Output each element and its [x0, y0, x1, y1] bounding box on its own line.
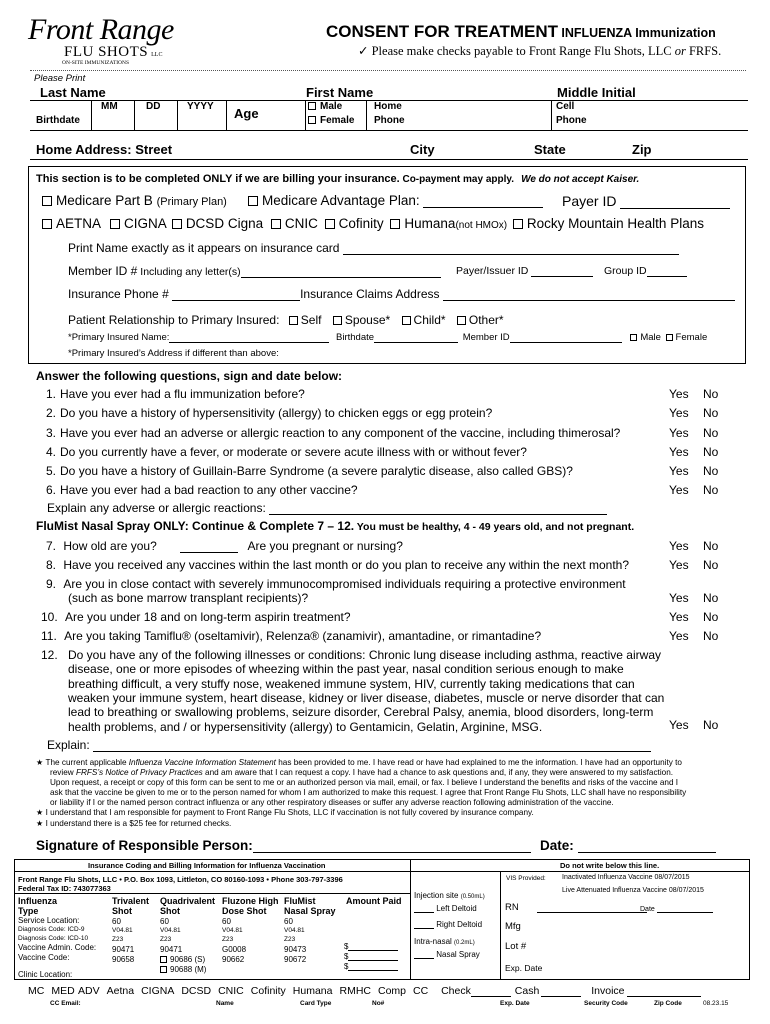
nasal-spray-option[interactable]: Nasal Spray [414, 950, 480, 959]
medicare-b-checkbox[interactable] [42, 196, 52, 206]
payable-note: ✓ Please make checks payable to Front Range Flu Shots, LLC or FRFS. [358, 44, 722, 58]
rmhp-option[interactable]: Rocky Mountain Health Plans [513, 216, 704, 231]
no-option[interactable]: No [703, 387, 719, 401]
primary-female-checkbox[interactable] [666, 334, 673, 341]
yes-option[interactable]: Yes [669, 718, 689, 732]
self-checkbox[interactable] [289, 316, 298, 325]
right-deltoid-option[interactable]: Right Deltoid [414, 920, 482, 929]
rmhp-checkbox[interactable] [513, 219, 523, 229]
yes-option[interactable]: Yes [669, 464, 689, 478]
question-9: 9. Are you in close contact with severely immunocompromised individuals requiring a protective environment [46, 577, 626, 591]
yes-option[interactable]: Yes [669, 387, 689, 401]
primary-address-label[interactable]: *Primary Insured’s Address if different than above: [68, 348, 279, 359]
star-icon: ★ [36, 818, 44, 828]
consent-text: ★ The current applicable Influenza Vaccine Information Statement has been provided to me. I have read or have had explained to me the information. I have had an opportunity to review FRFS’s Notice of Privacy Practices and am aware that I can request a copy. I have had a chance to ask questions and, if any, they were answered to my satisfaction. Upon request, a receipt or copy of this form can be sent to me or an authorized person via mail, email, or fax. I believe I understand the benefits and risks of the vaccine and I ask that the vaccine be given to me or to the person named for whom I am authorized to make this request. I agree that Front Range Flu Shots, LLC shall have no responsibility or liability if I or the named person contract influenza or any other respiratory diseases or suffer any adverse reaction following administration of the vaccine. ★ I understand that I am responsible for payment to Front Range Flu Shots, LLC if vaccination is not fully covered by insurance company. ★ I understand there is a $25 fee for returned checks. [36, 758, 687, 828]
humana-option[interactable]: Humana(not HMOx) [390, 216, 507, 231]
question-1: 1. Have you ever had a flu immunization before? [46, 387, 305, 401]
payment-method-item[interactable]: Humana [292, 985, 333, 997]
cigna-option[interactable]: CIGNA [110, 216, 166, 231]
explain-field[interactable]: Explain: [47, 738, 651, 752]
payer-id-field[interactable]: Payer ID [562, 193, 730, 209]
question-12-line: breathing difficult, a very stuffy nose, weakened immune system, HIV, currently taking medications that can [68, 676, 635, 691]
col-quad: Quadrivalent [160, 896, 216, 906]
check-field[interactable]: Check [441, 985, 511, 997]
col-flumist-2: Nasal Spray [284, 906, 336, 916]
middle-initial-label[interactable]: Middle Initial [557, 85, 636, 100]
row-admin-code: Vaccine Admin. Code: [18, 943, 97, 952]
question-7: 7. How old are you? Are you pregnant or nursing? [46, 539, 403, 553]
no-option[interactable]: No [703, 483, 719, 497]
quad-code-checkbox[interactable] [160, 956, 167, 963]
age-label[interactable]: Age [234, 106, 259, 121]
row-clinic-location: Clinic Location: [18, 970, 73, 979]
amount-line-1[interactable]: $ [344, 942, 398, 951]
yes-option[interactable]: Yes [669, 483, 689, 497]
primary-insured-row [68, 332, 707, 343]
birthdate-label[interactable]: Birthdate [36, 115, 80, 126]
rn-field[interactable]: RN [505, 902, 647, 913]
payment-method-item[interactable]: MED ADV [51, 985, 100, 997]
billing-code-tri: 90471 [112, 945, 135, 954]
billing-code-flumist: 90473 [284, 945, 307, 954]
yes-option[interactable]: Yes [669, 610, 689, 624]
billing-code-fluzone: V04.81 [222, 927, 243, 934]
signature-field[interactable]: Signature of Responsible Person: [36, 838, 531, 853]
question-4: 4. Do you currently have a fever, or moderate or severe acute illness with or without fever? [46, 445, 527, 459]
billing-code-tri: V04.81 [112, 927, 133, 934]
zip-code-label[interactable]: Zip Code [654, 1000, 682, 1007]
row-dx9: Diagnosis Code: ICD-9 [18, 926, 85, 933]
yes-option[interactable]: Yes [669, 591, 689, 605]
row-dx10: Diagnosis Code: ICD-10 [18, 935, 89, 942]
other-checkbox[interactable] [457, 316, 466, 325]
payment-method-item[interactable]: CIGNA [141, 985, 175, 997]
question-8: 8. Have you received any vaccines within the last month or do you plan to receive any within the next month? [46, 558, 630, 572]
billing-code-quad: Z23 [160, 936, 172, 943]
yes-option[interactable]: Yes [669, 406, 689, 420]
primary-birthdate-field[interactable]: Birthdate [336, 332, 458, 343]
home-label: Home [374, 101, 402, 112]
billing-code-quad: 90686 (S) [160, 955, 205, 964]
billing-code-quad: V04.81 [160, 927, 181, 934]
header-divider [30, 70, 746, 71]
cnic-checkbox[interactable] [271, 219, 281, 229]
mfg-field[interactable]: Mfg [505, 921, 521, 932]
company-info: Front Range Flu Shots, LLC • P.O. Box 1093, Littleton, CO 80160-1093 • Phone 303-797-3396 [18, 875, 343, 884]
payment-method-item[interactable]: CNIC [218, 985, 244, 997]
no-option[interactable]: No [703, 539, 719, 553]
title-main: CONSENT FOR TREATMENT [326, 22, 559, 41]
logo-llc: LLC [151, 52, 163, 58]
row-vaccine-code: Vaccine Code: [18, 953, 70, 962]
billing-code-tri: 60 [112, 917, 121, 926]
primary-male-checkbox[interactable] [630, 334, 637, 341]
no-option[interactable]: No [703, 591, 719, 605]
please-print: Please Print [34, 73, 86, 84]
star-icon: ★ [36, 758, 44, 767]
mm-label: MM [101, 101, 118, 112]
cell-phone-label[interactable]: Phone [556, 115, 587, 126]
humana-checkbox[interactable] [390, 219, 400, 229]
exp-date-field[interactable]: Exp. Date [505, 963, 543, 973]
medicare-adv-checkbox[interactable] [248, 196, 258, 206]
medicare-adv-option[interactable]: Medicare Advantage Plan: [248, 193, 543, 208]
lot-field[interactable]: Lot # [505, 941, 527, 952]
first-name-label[interactable]: First Name [306, 85, 374, 100]
billing-code-tri: 90658 [112, 955, 135, 964]
vis-inactivated: Inactivated Influenza Vaccine 08/07/2015 [562, 874, 690, 881]
billing-heading: Insurance Coding and Billing Information for Influenza Vaccination [88, 861, 326, 870]
no-option[interactable]: No [703, 464, 719, 478]
male-option[interactable]: Male [308, 101, 342, 112]
form-version: 08.23.15 [703, 1000, 729, 1007]
amount-line-3[interactable]: $ [344, 962, 398, 971]
amount-line-2[interactable]: $ [344, 952, 398, 961]
medicare-b-option[interactable]: Medicare Part B (Primary Plan) [42, 193, 227, 208]
rn-date-field[interactable]: Date [640, 904, 713, 913]
zip-label[interactable]: Zip [632, 142, 652, 157]
insurance-intro: This section is to be completed ONLY if we are billing your insurance. Co-payment may apply. We do not accept Kaiser. [36, 173, 640, 185]
question-9-cont: (such as bone marrow transplant recipients)? [68, 591, 309, 605]
security-code-label[interactable]: Security Code [584, 1000, 628, 1007]
title-sub: INFLUENZA Immunization [561, 26, 716, 40]
col-fluzone-2: Dose Shot [222, 906, 267, 916]
col-trivalent-2: Shot [112, 906, 132, 916]
payment-methods [28, 985, 435, 997]
cash-field[interactable]: Cash [515, 985, 582, 997]
billing-code-flumist: Z23 [284, 936, 296, 943]
col-amount: Amount Paid [346, 896, 402, 906]
col-trivalent: Trivalent [112, 896, 150, 906]
no-option[interactable]: No [703, 406, 719, 420]
billing-code-quad: 90471 [160, 945, 183, 954]
question-5: 5. Do you have a history of Guillain-Barre Syndrome (a severe paralytic disease, also called GBS)? [46, 464, 573, 478]
payment-method-item[interactable]: Aetna [106, 985, 135, 997]
no-label[interactable]: No# [372, 1000, 385, 1007]
question-11: 11. Are you taking Tamiflu® (oseltamivir), Relenza® (zanamivir), amantadine, or rimantadine? [41, 629, 542, 643]
self-option[interactable]: Self [289, 313, 322, 327]
other-option[interactable]: Other* [457, 313, 504, 327]
col-flumist: FluMist [284, 896, 316, 906]
state-label[interactable]: State [534, 142, 566, 157]
col-influenza: Influenza [18, 896, 58, 906]
no-option[interactable]: No [703, 558, 719, 572]
billing-code-fluzone: G0008 [222, 945, 247, 954]
no-option[interactable]: No [703, 426, 719, 440]
primary-name-field[interactable]: *Primary Insured Name: [68, 332, 329, 343]
intra-nasal-label: Intra-nasal (0.2mL) [414, 937, 475, 946]
cofinity-option[interactable]: Cofinity [325, 216, 384, 231]
star-icon: ★ [36, 808, 44, 818]
print-name-field[interactable]: Print Name exactly as it appears on insurance card [68, 241, 679, 255]
payment-method-item[interactable]: Cofinity [250, 985, 286, 997]
flumist-heading: FluMist Nasal Spray ONLY: Continue & Complete 7 – 12. You must be healthy, 4 - 49 years old, and not pregnant. [36, 519, 635, 533]
member-id-field[interactable]: Member ID # Including any letter(s) [68, 264, 441, 278]
logo-tagline: ON-SITE IMMUNIZATIONS [62, 60, 130, 66]
male-checkbox[interactable] [308, 102, 316, 110]
injection-site-label: Injection site (0.50mL) [414, 891, 485, 900]
card-type-label[interactable]: Card Type [300, 1000, 332, 1007]
question-12-line: disease, one or more episodes of wheezing within the past year, nasal condition serious enough to make [68, 662, 624, 677]
street-label[interactable]: Home Address: Street [36, 142, 173, 157]
dcsd-option[interactable]: DCSD Cigna [172, 216, 263, 231]
cc-email-label[interactable]: CC Email: [50, 1000, 81, 1007]
child-checkbox[interactable] [402, 316, 411, 325]
billing-code-flumist: V04.81 [284, 927, 305, 934]
billing-code-tri: Z23 [112, 936, 124, 943]
payer-issuer-field[interactable]: Payer/Issuer ID [456, 265, 593, 277]
no-option[interactable]: No [703, 629, 719, 643]
yes-option[interactable]: Yes [669, 629, 689, 643]
no-option[interactable]: No [703, 718, 719, 732]
quad-code-checkbox[interactable] [160, 966, 167, 973]
spouse-checkbox[interactable] [333, 316, 342, 325]
left-deltoid-option[interactable]: Left Deltoid [414, 904, 477, 913]
question-12-num: 12. [41, 648, 58, 662]
billing-code-quad: 60 [160, 917, 169, 926]
date-field[interactable]: Date: [540, 838, 716, 853]
billing-code-fluzone: 60 [222, 917, 231, 926]
payment-row [28, 985, 701, 997]
age-input-line[interactable] [180, 541, 238, 553]
spouse-option[interactable]: Spouse* [333, 313, 390, 327]
no-option[interactable]: No [703, 610, 719, 624]
female-checkbox[interactable] [308, 116, 316, 124]
yyyy-label: YYYY [187, 101, 214, 112]
yes-option[interactable]: Yes [669, 426, 689, 440]
logo-script: Front Range [28, 13, 174, 46]
payment-method-item[interactable]: CC [413, 985, 429, 997]
exp-date-label[interactable]: Exp. Date [500, 1000, 530, 1007]
primary-male-option[interactable]: Male [630, 332, 661, 343]
col-type: Type [18, 906, 39, 916]
plan-options [42, 216, 704, 231]
question-6: 6. Have you ever had a bad reaction to any other vaccine? [46, 483, 358, 497]
city-label[interactable]: City [410, 142, 435, 157]
yes-option[interactable]: Yes [669, 558, 689, 572]
aetna-option[interactable]: AETNA [42, 216, 100, 231]
invoice-field[interactable]: Invoice [591, 985, 700, 997]
logo-flu-shots: FLU SHOTS [64, 44, 149, 60]
payment-method-item[interactable]: Comp [377, 985, 406, 997]
insurance-phone-field[interactable]: Insurance Phone # Insurance Claims Address [68, 287, 735, 301]
tax-id: Federal Tax ID: 743077363 [18, 884, 111, 893]
relationship-row: Patient Relationship to Primary Insured: Self Spouse* Child* Other* [68, 313, 504, 327]
primary-female-option[interactable]: Female [666, 332, 708, 343]
group-id-field[interactable]: Group ID [604, 265, 687, 277]
cnic-option[interactable]: CNIC [271, 216, 318, 231]
do-not-write: Do not write below this line. [560, 861, 660, 870]
billing-code-quad: 90688 (M) [160, 965, 206, 974]
payment-method-item[interactable]: RMHC [339, 985, 371, 997]
billing-code-flumist: 60 [284, 917, 293, 926]
dd-label: DD [146, 101, 161, 112]
question-10: 10. Are you under 18 and on long-term aspirin treatment? [41, 610, 351, 624]
form-title [326, 22, 716, 42]
female-option[interactable]: Female [308, 115, 354, 126]
yes-option[interactable]: Yes [669, 539, 689, 553]
home-phone-label[interactable]: Phone [374, 115, 405, 126]
last-name-label[interactable]: Last Name [40, 85, 106, 100]
dcsd-checkbox[interactable] [172, 219, 182, 229]
logo [28, 13, 174, 66]
cell-label: Cell [556, 101, 575, 112]
question-3: 3. Have you ever had an adverse or allergic reaction to any component of the vaccine, including thimerosal? [46, 426, 621, 440]
aetna-checkbox[interactable] [42, 219, 52, 229]
payment-method-item[interactable]: DCSD [181, 985, 212, 997]
child-option[interactable]: Child* [402, 313, 446, 327]
payment-method-item[interactable]: MC [28, 985, 45, 997]
question-12-line: weaken your immune system, heart disease, kidney or liver disease, diabetes, muscle or nerve disorder that can [68, 690, 665, 705]
name-label[interactable]: Name [216, 1000, 234, 1007]
col-fluzone: Fluzone High [222, 896, 279, 906]
explain-reactions-field[interactable]: Explain any adverse or allergic reactions: [47, 501, 607, 515]
vis-live: Live Attenuated Influenza Vaccine 08/07/2015 [562, 887, 704, 894]
question-2: 2. Do you have a history of hypersensitivity (allergy) to chicken eggs or egg protein? [46, 406, 493, 420]
billing-code-fluzone: Z23 [222, 936, 234, 943]
cofinity-checkbox[interactable] [325, 219, 335, 229]
question-12-line: Do you have any of the following illnesses or conditions: Chronic lung disease including asthma, reactive airway [68, 648, 661, 662]
yes-option[interactable]: Yes [669, 445, 689, 459]
question-12-line: lead to breathing or swallowing problems, seizure disorder, Cerebral Palsy, anemia, blood disorders, long-term [68, 705, 654, 720]
primary-member-id-field[interactable]: Member ID [463, 332, 622, 343]
billing-code-fluzone: 90662 [222, 955, 245, 964]
row-service-location: Service Location: [18, 916, 80, 925]
billing-code-flumist: 90672 [284, 955, 307, 964]
no-option[interactable]: No [703, 445, 719, 459]
questions-heading: Answer the following questions, sign and date below: [36, 369, 343, 383]
col-quad-2: Shot [160, 906, 180, 916]
question-12-line: health problems, and / or hypersensitivity (allergy) to Gentamicin, Gelatin, Arginine, MSG. [68, 719, 543, 734]
check-mark-icon: ✓ [358, 44, 369, 58]
cigna-checkbox[interactable] [110, 219, 120, 229]
vis-provided-label: VIS Provided: [506, 875, 546, 882]
